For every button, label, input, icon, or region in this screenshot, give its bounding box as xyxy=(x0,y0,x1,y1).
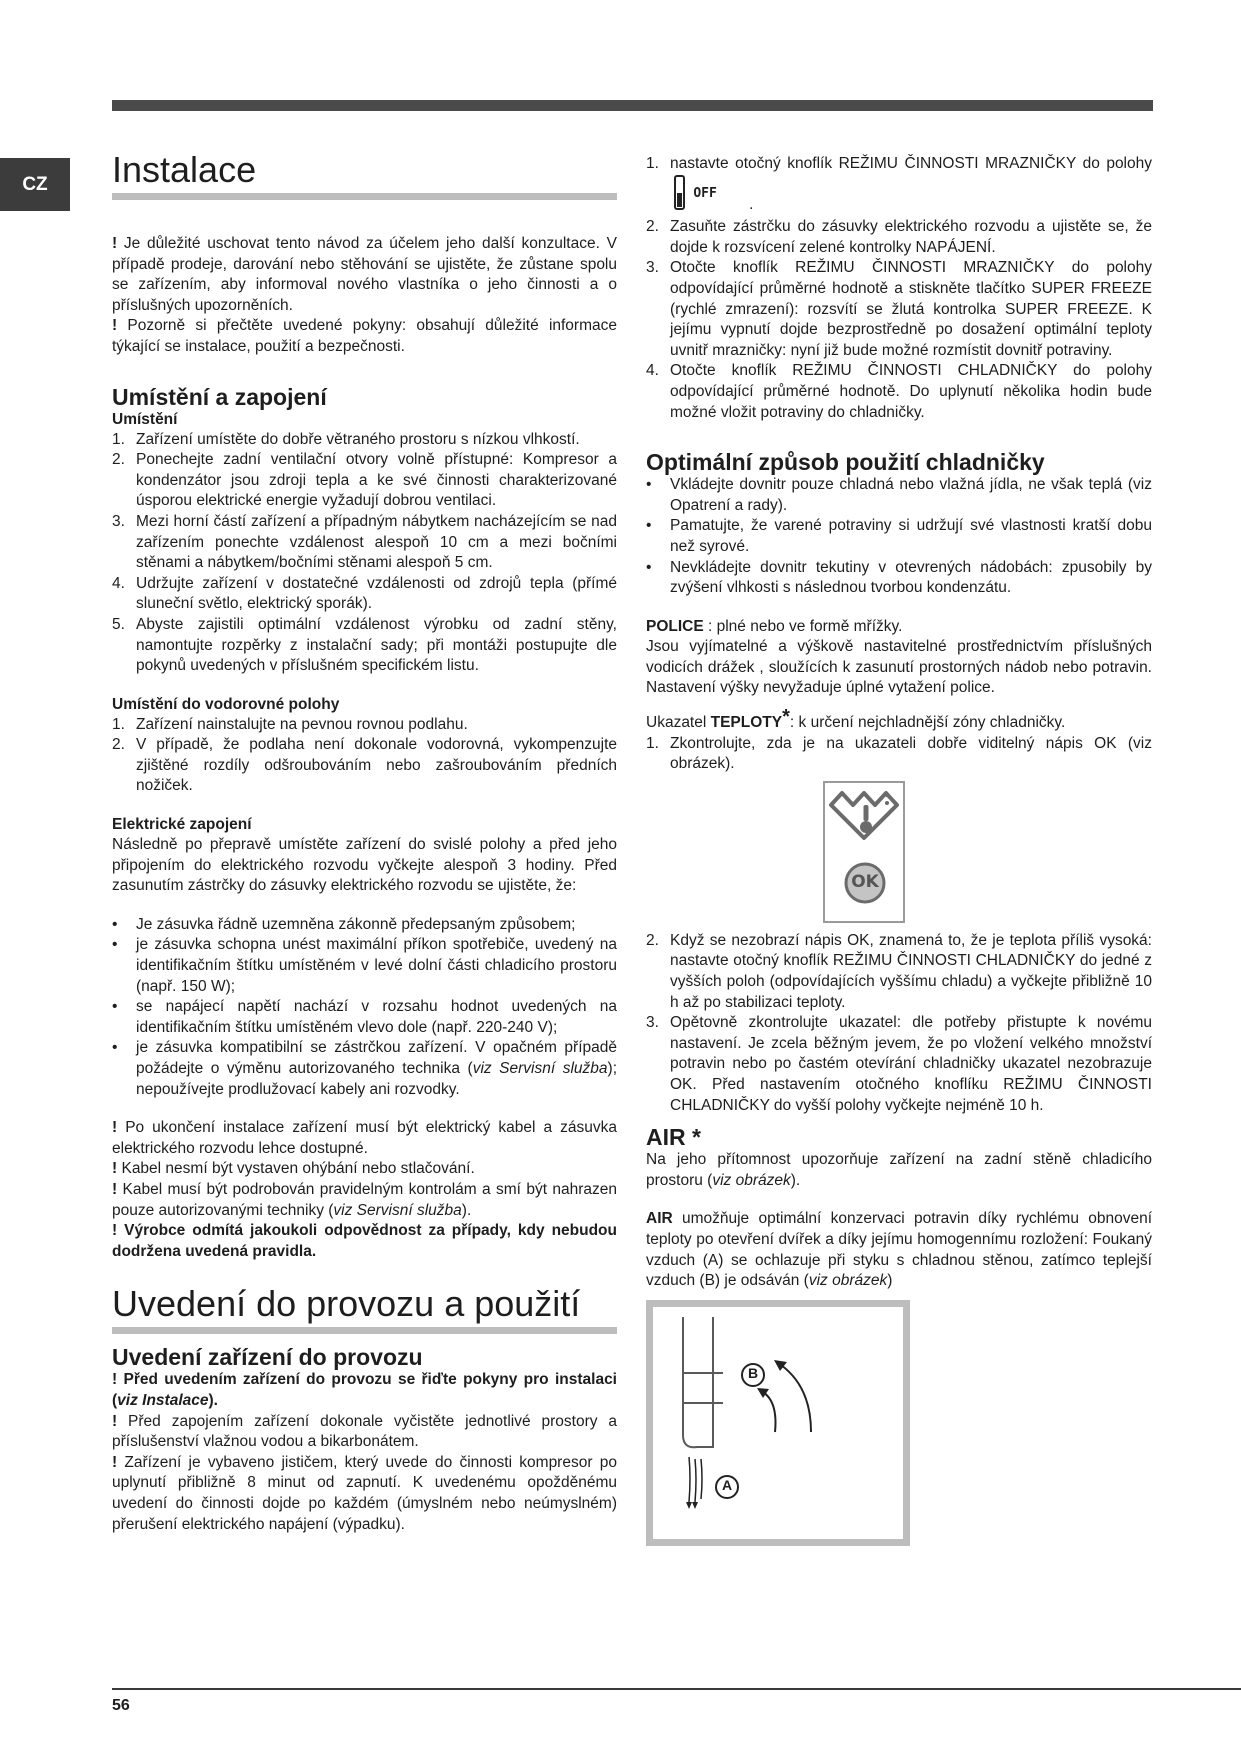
electrical-bullets xyxy=(112,915,617,1100)
subsection-heading: Elektrické zapojení xyxy=(112,816,252,834)
subsection-heading: Umístění do vodorovné polohy xyxy=(112,695,340,713)
list-item: 5. Abyste zajistili optimální vzdálenost výrobku od zadní stěny, namontujte rozpěrky z instalační sady; při montáži postupujte dle pokynů uvedených v příslušném specifickém listu. xyxy=(112,615,617,675)
placement-list xyxy=(112,430,617,677)
figure-label-a: A xyxy=(721,1476,733,1493)
bold-instruction: ! Před uvedením zařízení do provozu se řiďte pokyny pro instalaci (viz Instalace). xyxy=(112,1371,617,1409)
paragraph: Ukazatel TEPLOTY*: k určení nejchladnější zóny chladničky. xyxy=(646,706,1066,732)
warning: ! Výrobce odmítá jakoukoli odpovědnost za případy, kdy nebudou dodržena uvedená pravidla. xyxy=(112,1222,617,1260)
paragraph: ! Před zapojením zařízení dokonale vyčistěte jednotlivé prostory a příslušenství vlažnou vodou a bikarbonátem. xyxy=(112,1412,617,1451)
section-heading: Umístění a zapojení xyxy=(112,383,327,410)
paragraph: Jsou vyjímatelné a výškově nastavitelné prostřednictvím příslušných vodicích drážek , sloužících k zasunutí prostorných nádob nebo potravin. Nastavení výšky nevyžaduje úplné vytažení police. xyxy=(646,638,1152,697)
list-item: • se napájecí napětí nachází v rozsahu hodnot uvedených na identifikačním štítku umístěném vlevo dole (např. 220-240 V); xyxy=(112,998,617,1036)
list-item: 2. Ponechejte zadní ventilační otvory volně přístupné: Kompresor a kondenzátor jsou zdroji tepla a ke své činnosti charakterizované úsporou elektrické energie vyžadují dobrou ventilaci. xyxy=(112,451,617,510)
section-heading: Uvedení zařízení do provozu xyxy=(112,1344,423,1371)
optimal-bullets xyxy=(646,475,1152,599)
list-item: 3. Opětovně zkontrolujte ukazatel: dle potřeby přistupte k novému nastavení. Je zcela běžným jevem, že po vložení velkého množství potravin nebo po častém otevírání chladničky ukazatel nezobrazuje OK. Před nastavením otočného knoflíku REŽIMU ČINNOSTI CHLADNIČKY do vyšší polohy vyčkejte nejméně 10 h. xyxy=(646,1014,1152,1114)
list-item: 4. Udržujte zařízení v dostatečné vzdálenosti od zdrojů tepla (přímé sluneční světlo, elektrický sporák). xyxy=(112,574,617,613)
startup-steps xyxy=(646,154,1152,423)
list-item: • je zásuvka schopna unést maximální příkon spotřebiče, uvedený na identifikačním štítku umístěném v levé dolní části chladicího prostoru (např. 150 W); xyxy=(112,936,617,995)
list-item: • Pamatujte, že varené potraviny si udržují své vlastnosti kratší dobu než syrové. xyxy=(646,517,1152,555)
temperature-list-continued xyxy=(646,931,1152,1116)
air-flow-figure xyxy=(646,1300,910,1546)
section-heading: AIR * xyxy=(646,1124,701,1151)
list-item: 3. Otočte knoflík REŽIMU ČINNOSTI MRAZNIČKY do polohy odpovídající průměrné hodnotě a stiskněte tlačítko SUPER FREEZE (rychlé zmrazení): rozsvítí se žlutá kontrolka SUPER FREEZE. K jejímu vypnutí dojde bezprostředně po dosažení optimální teploty uvnitř mrazničky: nyní již bude možné rozmístit dovnitř potraviny. xyxy=(646,259,1152,359)
paragraph: POLICE : plné nebo ve formě mřížky. xyxy=(646,617,903,635)
page-title: Instalace xyxy=(112,150,617,200)
temperature-indicator-figure xyxy=(823,781,905,923)
list-item: • je zásuvka kompatibilní se zástrčkou zařízení. V opačném případě požádejte o výměnu autorizovaného technika (viz Servisní služba); nepoužívejte prodlužovací kabely ani rozvodky. xyxy=(112,1039,617,1098)
list-item: 2. Zasuňte zástrčku do zásuvky elektrického rozvodu a ujistěte se, že dojde k rozsvícení zelené kontrolky NAPÁJENÍ. xyxy=(646,218,1152,256)
list-item: 2. Když se nezobrazí nápis OK, znamená to, že je teplota příliš vysoká: nastavte otočný knoflík REŽIMU ČINNOSTI CHLADNIČKY do jedné z vyšších poloh (odpovídajících vyššímu chladu) a vyčkejte přibližně 10 h až po stabilizaci teploty. xyxy=(646,931,1152,1011)
paragraph: ! Zařízení je vybaveno jističem, který uvede do činnosti kompresor po uplynutí přibližně 8 minut od zapnutí. K uvedenému opožděnému uvedení do činnosti dojde po každém (úmyslném nebo neúmyslném) přerušení elektrického napájení (výpadku). xyxy=(112,1453,617,1533)
list-item: 1. Zařízení nainstalujte na pevnou rovnou podlahu. xyxy=(112,715,468,733)
list-item: 1. nastavte otočný knoflík REŽIMU ČINNOSTI MRAZNIČKY do polohy $^{OFF}$ . xyxy=(646,154,1152,217)
paragraph: AIR umožňuje optimální konzervaci potravin díky rychlému obnovení teploty po otevření dvířek a díky jejímu homogennímu rozložení: Foukaný vzduch (A) se ochlazuje při styku s chladnou stěnou, zatímco teplejší vzduch (B) je odsáván (viz obrázek) xyxy=(646,1210,1152,1290)
intro-paragraph: ! Pozorně si přečtěte uvedené pokyny: obsahují důležité informace týkající se instalace, použití a bezpečnosti. xyxy=(112,317,617,355)
top-rule xyxy=(112,100,1153,111)
right-column xyxy=(646,154,1152,1546)
page-number: 56 xyxy=(112,1697,130,1714)
section-title: Uvedení do provozu a použití xyxy=(112,1284,617,1334)
intro-paragraph: ! Je důležité uschovat tento návod za účelem jeho další konzultace. V případě prodeje, darování nebo stěhování se ujistěte, že zůstane spolu se zařízením, aby informoval nového vlastníka o jeho činnosti a o příslušných upozorněních. xyxy=(112,235,617,314)
level-list xyxy=(112,715,617,797)
warning: ! Kabel nesmí být vystaven ohýbání nebo stlačování. xyxy=(112,1160,475,1178)
subsection-heading: Umístění xyxy=(112,410,178,428)
figure-label-b: B xyxy=(747,1364,759,1381)
list-item: 3. Mezi horní částí zařízení a případným nábytkem nacházejícím se nad zařízením ponechte vzdálenost alespoň 10 cm a mezi bočními stěnami a nábytkem/bočními stěnami alespoň 5 cm. xyxy=(112,512,617,572)
off-label: OFF xyxy=(693,185,717,201)
warning: ! Kabel musí být podrobován pravidelným kontrolám a smí být nahrazen pouze autorizovanými techniky (viz Servisní služba). xyxy=(112,1180,617,1219)
language-tab: CZ xyxy=(0,158,70,211)
list-item: 1. Zkontrolujte, zda je na ukazateli dobře viditelný nápis OK (viz obrázek). xyxy=(646,734,1152,773)
list-item: 4. Otočte knoflík REŽIMU ČINNOSTI CHLADNIČKY do polohy odpovídající průměrné hodnotě. Do uplynutí několika hodin bude možné vložit potraviny do chladničky. xyxy=(646,362,1152,421)
footer-rule xyxy=(112,1688,1241,1690)
list-item: • Nevkládejte dovnitr tekutiny v otevrených nádobách: zpusobily by zvýšení vlhkosti s následnou tvorbou kondenzátu. xyxy=(646,558,1152,597)
warning: ! Po ukončení instalace zařízení musí být elektrický kabel a zásuvka elektrického rozvodu lehce dostupné. xyxy=(112,1119,617,1157)
paragraph: Následně po přepravě umístěte zařízení do svislé polohy a před jeho připojením do elektrického rozvodu vyčkejte alespoň 3 hodiny. Před zasunutím zástrčky do zásuvky elektrického rozvodu se ujistěte, že: xyxy=(112,836,617,895)
list-item: 1. Zařízení umístěte do dobře větraného prostoru s nízkou vlhkostí. xyxy=(112,430,580,448)
list-item: • Je zásuvka řádně uzemněna zákonně předepsaným způsobem; xyxy=(112,915,576,933)
ok-label: OK xyxy=(851,871,879,892)
off-switch-icon xyxy=(673,175,689,218)
left-column xyxy=(112,150,617,1535)
list-item: 2. V případě, že podlaha není dokonale vodorovná, vykompenzujte zjištěné rozdíly odšroubováním nebo zašroubováním předních nožiček. xyxy=(112,736,617,795)
section-heading: Optimální způsob použití chladničky xyxy=(646,449,1045,476)
paragraph: Na jeho přítomnost upozorňuje zařízení na zadní stěně chladicího prostoru (viz obrázek). xyxy=(646,1151,1152,1189)
list-item: • Vkládejte dovnitr pouze chladná nebo vlažná jídla, ne však teplá (viz Opatrení a rady). xyxy=(646,476,1152,514)
temperature-list xyxy=(646,734,1152,775)
